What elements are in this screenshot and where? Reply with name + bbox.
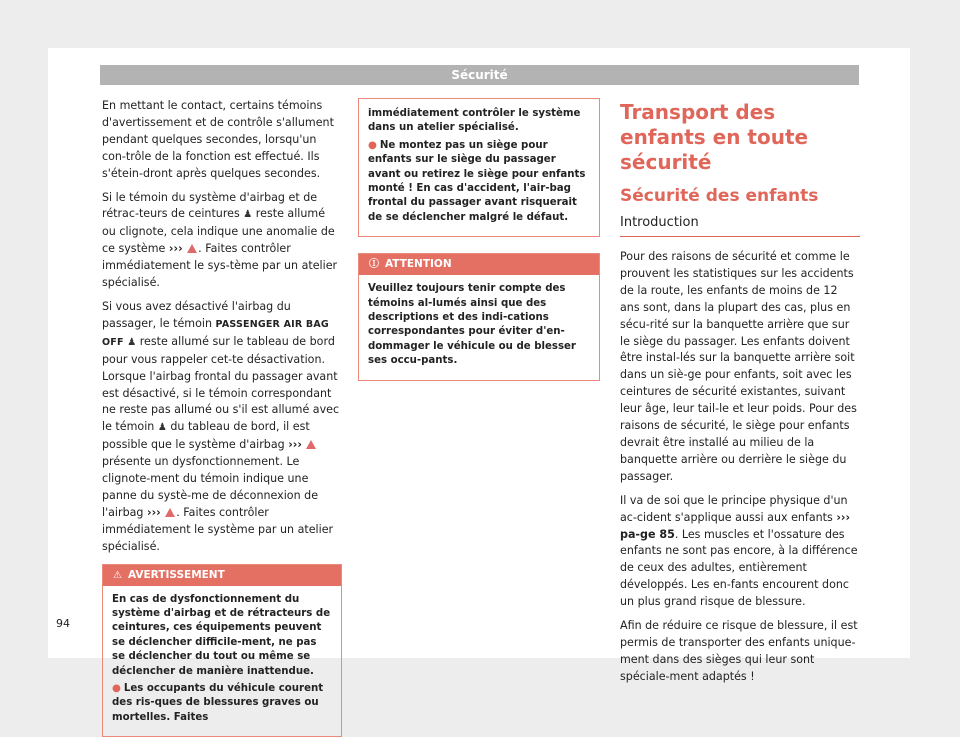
attention-box — [358, 253, 600, 380]
warning-bullet: ● Les occupants du véhicule courent des ris-ques de blessures graves ou mortelles. Faites — [112, 683, 324, 723]
airbag-lamp-icon: ♟ — [243, 209, 253, 221]
paragraph-intro: En mettant le contact, certains témoins d'avertissement et de contrôle s'allument pendant quelques secondes, lorsqu'un con-trôle de la fonction est effectué. Ils s'étein-dront après quelques secondes. — [102, 99, 334, 180]
warning-box — [102, 564, 342, 737]
page-reference-link[interactable]: ››› pa-ge 85 — [620, 510, 851, 541]
page-title: Transport des enfants en toute sécurité — [620, 100, 809, 174]
warning-text: En cas de dysfonctionnement du système d'airbag et de rétracteurs de ceintures, ces équipements peuvent se déclencher difficile-ment, ne pas se déclencher du tout ou même se déclencher de manière inattendue. — [112, 593, 331, 677]
ref-arrows: ››› — [147, 505, 161, 519]
warning-box-continued — [358, 98, 600, 237]
section-header: Sécurité — [100, 65, 859, 85]
paragraph-passenger-airbag: Si vous avez désactivé l'airbag du passager, le témoin PASSENGER AIR BAG OFF ♟ reste allumé sur le tableau de bord pour vous rappeler cet-te désactivation. Lorsque l'airbag frontal du passager avant est désactivé, si le témoin correspondant ne reste pas allumé ou s'il est allumé avec le témoin ♟ du tableau de bord, il est possible que le système d'airbag ››› présente un dysfonctionnement. Le clignote-ment du témoin indique une panne du systè-me de déconnexion de l'airbag ››› . Faites contrôler immédiatement le système par un atelier spécialisé. — [102, 299, 340, 553]
warning-triangle-icon — [165, 508, 175, 517]
column-middle — [358, 98, 600, 381]
airbag-lamp-icon: ♟ — [157, 422, 167, 434]
passenger-airbag-off-badge: PASSENGER AIR BAG OFF — [102, 318, 329, 348]
warning-text-cont: immédiatement contrôler le système dans un atelier spécialisé. — [368, 108, 581, 134]
warning-box-body — [359, 99, 599, 236]
info-icon: Ⓘ — [369, 259, 379, 271]
subsection-title: Introduction — [620, 213, 860, 237]
warning-triangle-icon: ⚠ — [113, 569, 122, 581]
warning-box-header: ⚠ AVERTISSEMENT — [103, 565, 341, 586]
paragraph-seats: Afin de réduire ce risque de blessure, il est permis de transporter des enfants unique-ment dans des sièges qui leur sont spéciale-ment adaptés ! — [620, 619, 858, 683]
attention-box-body — [359, 275, 599, 379]
warning-box-body — [103, 586, 341, 737]
ref-arrows: ››› — [168, 242, 183, 256]
paragraph-physics: Il va de soi que le principe physique d'un ac-cident s'applique aussi aux enfants ››› pa-ge 85. Les muscles et l'ossature des enfants ne sont pas encore, à la différence de ceux des adultes, entièrement développés. Les en-fants encourent donc un plus grand risque de blessure. — [620, 493, 858, 609]
paragraph-statistics: Pour des raisons de sécurité et comme le prouvent les statistiques sur les accidents de la route, les enfants de moins de 12 ans sont, dans la plupart des cas, plus en sécu-rité sur la banquette arrière que sur le siège du passager. Les enfants doivent être instal-lés sur la banquette arrière soit dans un siè-ge pour enfants, soit avec les ceintures de sécurité existantes, suivant leur âge, leur tail-le et leur poids. Pour des raisons de sécurité, le siège pour enfants devrait être installé au milieu de la banquette arrière ou derrière le siège du passager. — [620, 250, 857, 483]
column-right — [620, 98, 860, 693]
page-number: 94 — [56, 617, 70, 630]
airbag-off-lamp-icon: ♟ — [127, 336, 137, 348]
attention-box-header: Ⓘ ATTENTION — [359, 254, 599, 275]
bullet-icon: ● — [112, 683, 121, 694]
warning-triangle-icon — [187, 244, 197, 253]
section-title: Sécurité des enfants — [620, 186, 819, 206]
bullet-icon: ● — [368, 139, 377, 151]
warning-triangle-icon — [306, 440, 316, 449]
attention-text: Veuillez toujours tenir compte des témoins al-lumés ainsi que des descriptions et des indi-cations correspondantes pour éviter d'en-dommager le véhicule ou de blesser ses occu-pants. — [368, 283, 576, 367]
ref-arrows: ››› — [288, 438, 302, 452]
paragraph-airbag-lamp: Si le témoin du système d'airbag et de rétrac-teurs de ceintures ♟ reste allumé ou clignote, cela indique une anomalie de ce système ››› . Faites contrôler immédiatement le sys-tème par un atelier spécialisé. — [102, 190, 338, 290]
column-left — [102, 98, 342, 737]
warning-bullet: ● Ne montez pas un siège pour enfants sur le siège du passager avant ou retirez le siège pour enfants monté ! En cas d'accident, l'air-bag frontal du passager avant risquerait de se déclencher malgré le défaut. — [368, 139, 586, 223]
